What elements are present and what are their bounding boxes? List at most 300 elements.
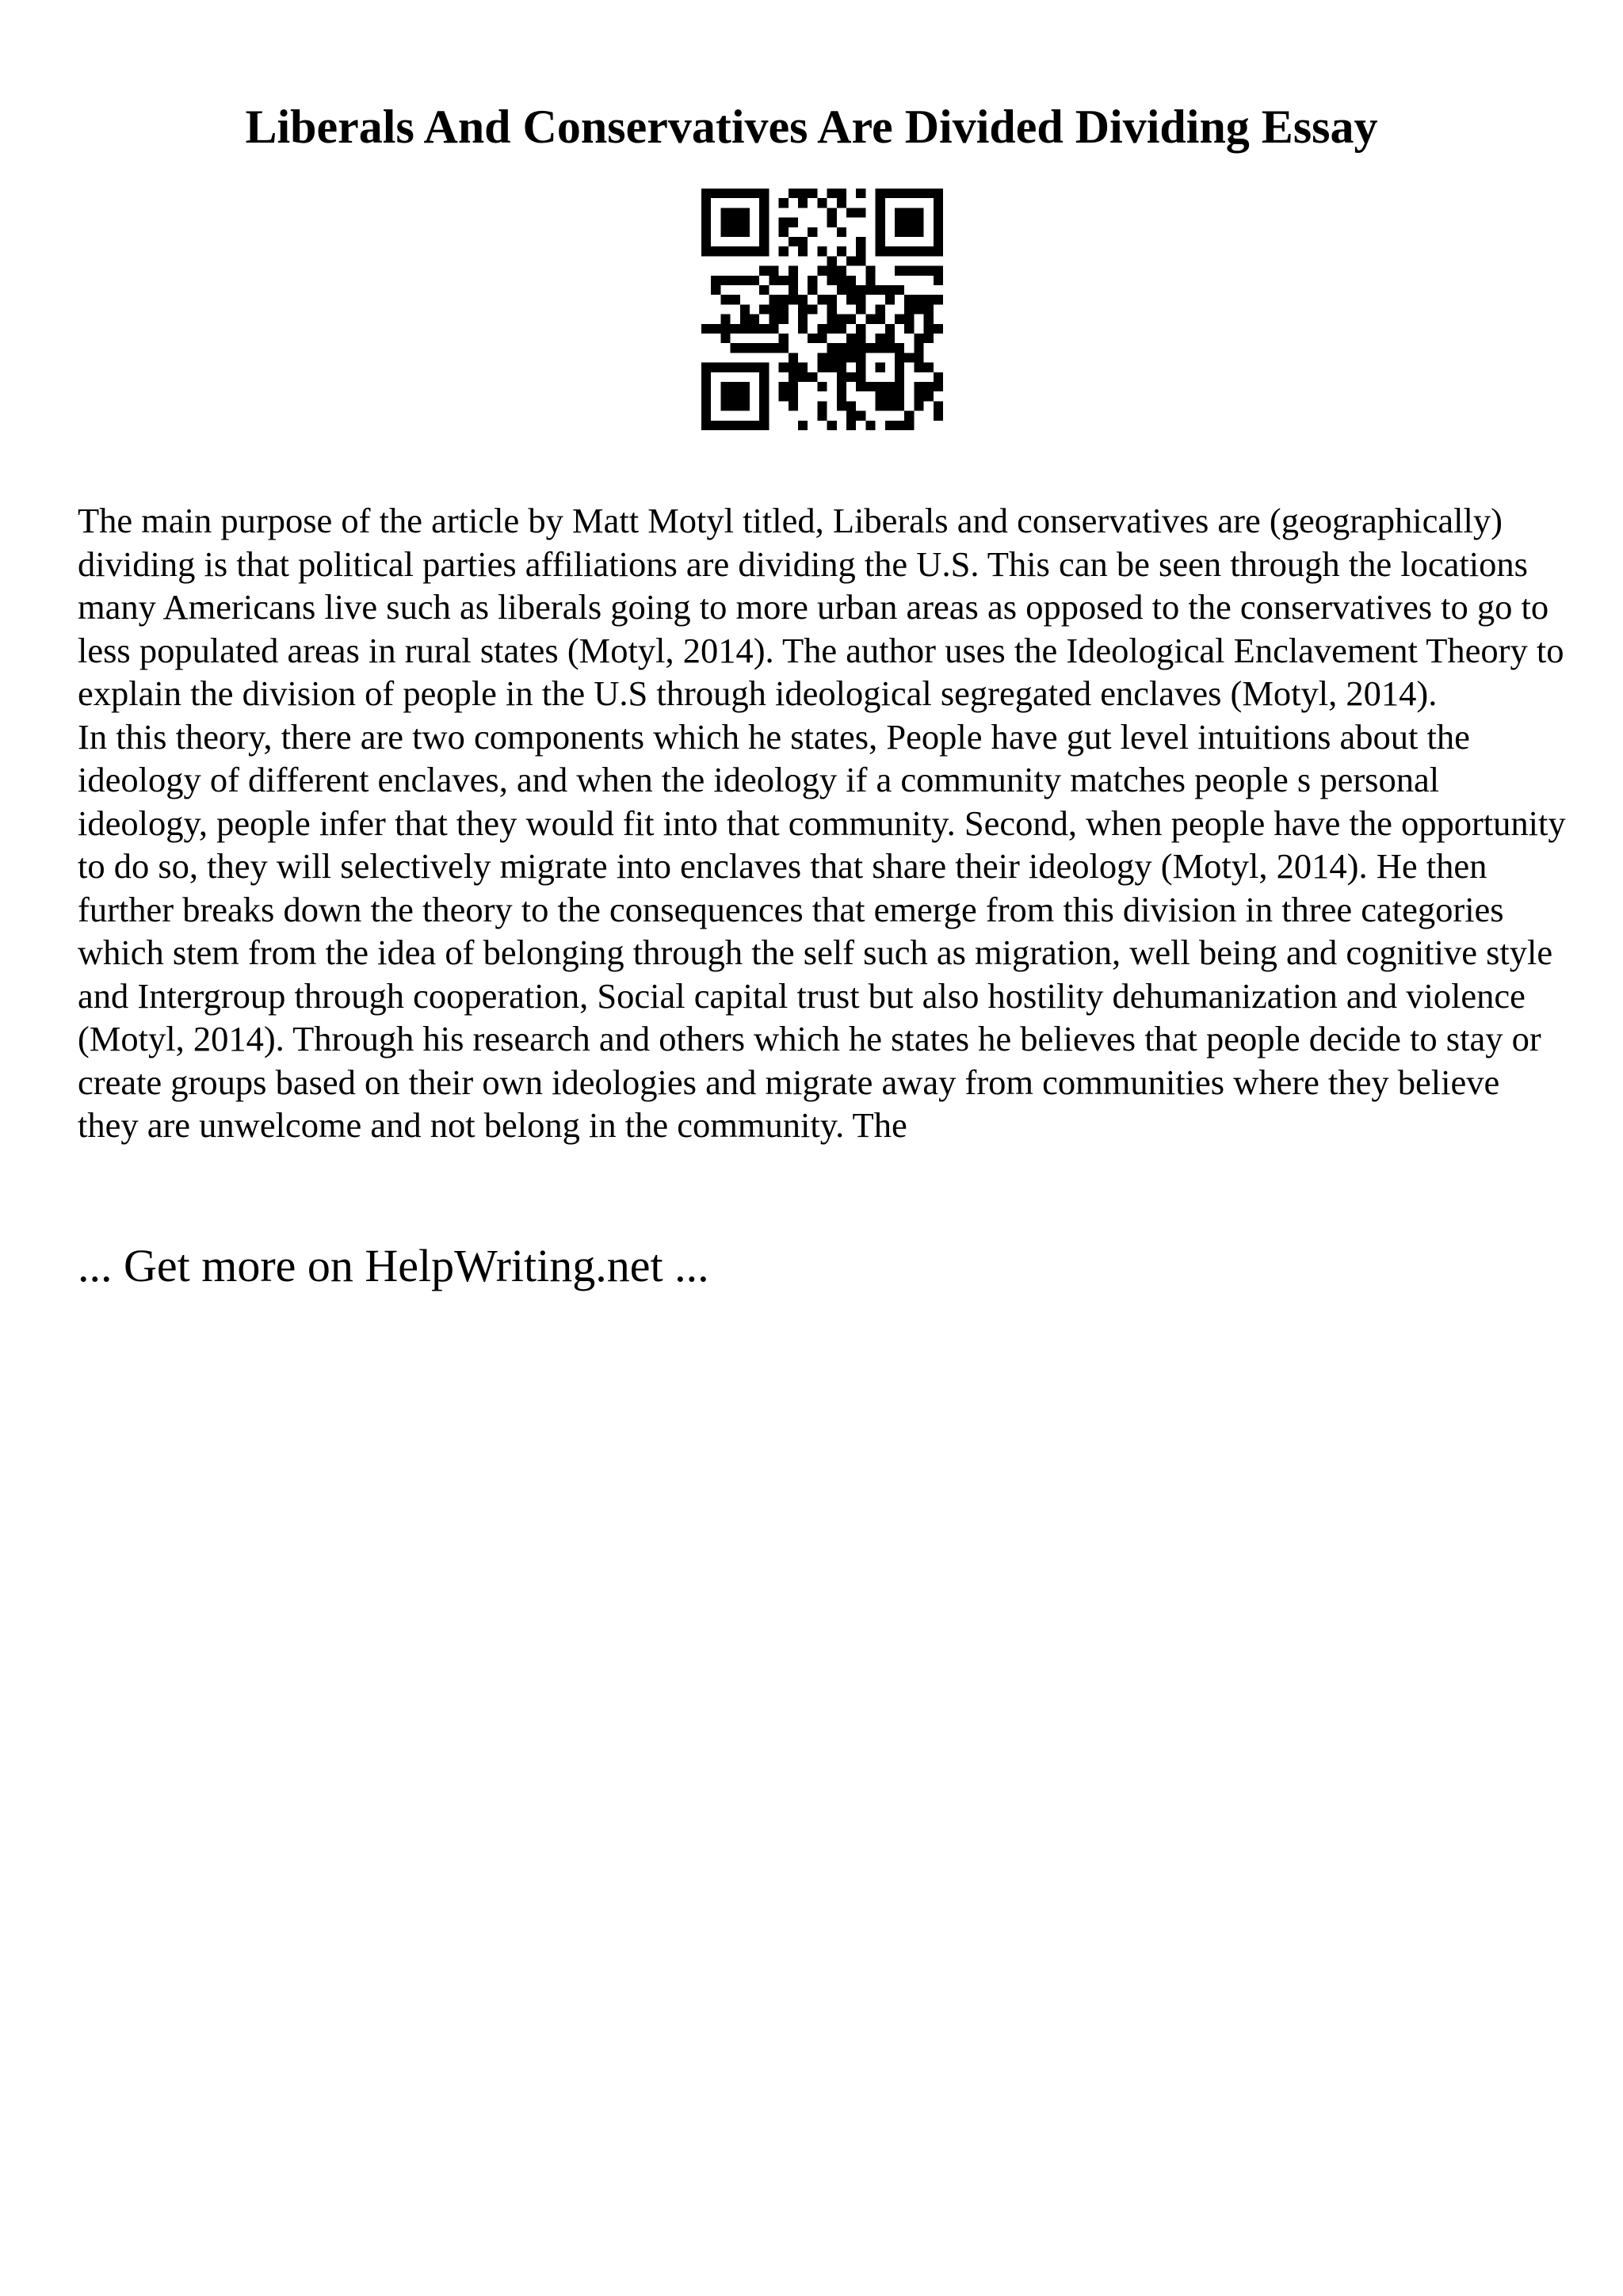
qr-module [720,276,730,285]
qr-module [711,324,720,334]
qr-module [837,401,846,410]
qr-module [750,363,759,372]
qr-module [885,391,895,401]
qr-module [837,372,846,382]
qr-module [904,295,914,304]
qr-module [789,266,798,276]
qr-module [740,363,750,372]
qr-module [904,304,914,314]
qr-module [914,295,923,304]
qr-module [740,189,750,198]
qr-module [934,411,943,421]
qr-module [759,411,769,421]
qr-module [720,208,730,217]
qr-module [759,237,769,246]
qr-module [808,372,817,382]
qr-module [789,295,798,304]
qr-module [837,353,846,362]
qr-module [846,411,856,421]
qr-module [740,382,750,391]
qr-module [846,295,856,304]
essay-paragraph-2: In this theory, there are two components which he states, People have gut level intuitions about the ideology of different enclaves, and when the ideology if a community matches people s personal ideology, people infer that they would fit into that community. Second, when people have the opportunity to do so, they will selectively migrate into enclaves that share their ideology (Motyl, 2014). He then further breaks down the theory to the consequences that emerge from this division in three categories which stem from the idea of belonging through the self such as migration, well being and cognitive style and Intergroup through cooperation, Social capital trust but also hostility dehumanization and violence (Motyl, 2014). Through his research and others which he states he believes that people decide to stay or create groups based on their own ideologies and migrate away from communities where they believe they are unwelcome and not belong in the community. The [78,716,1566,1145]
qr-module [827,256,837,265]
qr-module [924,189,934,198]
qr-module [837,198,846,208]
qr-module [827,353,837,362]
qr-module [924,315,934,324]
qr-module [750,421,759,430]
qr-module [731,276,740,285]
qr-module [731,208,740,217]
qr-module [876,246,885,256]
qr-module [827,266,837,276]
qr-module [769,304,778,314]
qr-module [846,372,856,382]
qr-module [731,363,740,372]
qr-module [769,324,778,334]
qr-module [808,334,817,343]
qr-module [876,343,885,353]
qr-module [789,218,798,227]
qr-module [740,324,750,334]
qr-module [904,218,914,227]
qr-module [759,208,769,217]
qr-module [895,372,904,382]
qr-module [731,401,740,410]
qr-module [808,304,817,314]
qr-module [827,421,837,430]
qr-module [798,363,808,372]
qr-module [904,208,914,217]
qr-module [837,227,846,237]
qr-module [885,401,895,410]
qr-module [759,304,769,314]
qr-module [856,256,865,265]
qr-module [846,285,856,295]
qr-module [895,285,904,295]
qr-module [817,401,827,410]
qr-module [895,343,904,353]
qr-module [798,189,808,198]
qr-module [934,276,943,285]
qr-module [759,285,769,295]
qr-module [711,363,720,372]
qr-module [856,363,865,372]
qr-module [817,295,827,304]
qr-module [789,237,798,246]
essay-paragraph-1: The main purpose of the article by Matt Motyl titled, Liberals and conservatives are (geographically) dividing is that political parties affiliations are dividing the U.S. This can be seen through the locations many Americans live such as liberals going to more urban areas as opposed to the conservatives to go to less populated areas in rural states (Motyl, 2014). The author uses the Ideological Enclavement Theory to explain the division of people in the U.S through ideological segregated enclaves (Motyl, 2014). [78,501,1564,713]
qr-module [876,237,885,246]
qr-module [827,276,837,285]
qr-module [711,285,720,295]
qr-module [924,246,934,256]
qr-module [846,334,856,343]
qr-module [846,353,856,362]
qr-module [837,285,846,295]
qr-module [750,276,759,285]
qr-module [924,382,934,391]
qr-module [731,391,740,401]
qr-module [720,401,730,410]
qr-module [808,285,817,295]
qr-module [759,363,769,372]
qr-module [837,324,846,334]
qr-module [934,246,943,256]
qr-module [711,246,720,256]
qr-module [750,315,759,324]
qr-module [856,208,865,217]
qr-module [885,421,895,430]
qr-module [759,343,769,353]
qr-module [711,189,720,198]
qr-module [904,315,914,324]
qr-module [837,189,846,198]
qr-module [904,421,914,430]
qr-module [789,285,798,295]
qr-module [817,411,827,421]
qr-module [934,198,943,208]
qr-module [720,295,730,304]
qr-module [827,315,837,324]
qr-module [769,276,778,285]
qr-module [865,421,875,430]
qr-module [837,315,846,324]
qr-module [769,266,778,276]
qr-module [759,372,769,382]
qr-module [740,208,750,217]
qr-module [720,391,730,401]
qr-module [885,324,895,334]
qr-module [885,189,895,198]
qr-module [856,304,865,314]
essay-body [78,499,1568,1147]
qr-module [759,421,769,430]
qr-module [914,246,923,256]
qr-module [934,382,943,391]
qr-module [895,189,904,198]
document-title: Liberals And Conservatives Are Divided Dividing Essay [245,101,1378,153]
qr-module [789,353,798,362]
qr-module [837,276,846,285]
qr-module [720,334,730,343]
qr-module [720,421,730,430]
qr-module [701,421,711,430]
qr-module [711,421,720,430]
qr-module [914,343,923,353]
qr-module [701,411,711,421]
qr-module [914,304,923,314]
qr-module [759,246,769,256]
qr-module [885,285,895,295]
qr-module [740,421,750,430]
qr-module [895,208,904,217]
qr-module [701,324,711,334]
qr-module [798,304,808,314]
qr-module [789,189,798,198]
qr-module [885,382,895,391]
qr-module [779,334,789,343]
qr-module [827,218,837,227]
qr-module [759,401,769,410]
qr-module [856,189,865,198]
qr-module [817,246,827,256]
qr-module [876,218,885,227]
qr-module [798,198,808,208]
qr-module [701,208,711,217]
qr-module [904,411,914,421]
qr-module [914,266,923,276]
qr-module [827,343,837,353]
qr-module [740,401,750,410]
qr-module [731,189,740,198]
qr-module [856,295,865,304]
qr-module [740,227,750,237]
qr-module [750,189,759,198]
qr-module [895,363,904,372]
qr-module [895,421,904,430]
qr-module [934,227,943,237]
qr-module [817,382,827,391]
qr-module [934,372,943,382]
qr-module [701,391,711,401]
qr-module [914,227,923,237]
qr-module [720,382,730,391]
qr-module [924,304,934,314]
qr-module [837,343,846,353]
qr-module [904,266,914,276]
qr-module [846,256,856,265]
qr-module [740,246,750,256]
qr-module [750,246,759,256]
qr-module [827,363,837,372]
qr-module [827,304,837,314]
qr-module [740,315,750,324]
qr-module [934,295,943,304]
qr-module [769,343,778,353]
qr-module [865,382,875,391]
qr-module [798,324,808,334]
qr-module [759,189,769,198]
qr-module [876,304,885,314]
qr-module [895,353,904,362]
qr-module [731,324,740,334]
qr-module [701,189,711,198]
qr-module [769,295,778,304]
qr-module [779,391,789,401]
qr-module [914,401,923,410]
qr-module [876,401,885,410]
qr-module [934,189,943,198]
qr-module [779,227,789,237]
qr-module [934,324,943,334]
qr-module [808,276,817,285]
qr-module [837,246,846,256]
qr-module [914,208,923,217]
qr-module [817,324,827,334]
qr-module [817,198,827,208]
qr-module [865,285,875,295]
qr-module [914,382,923,391]
qr-module [914,363,923,372]
qr-module [856,353,865,362]
qr-module [895,391,904,401]
qr-module [740,304,750,314]
qr-module [701,237,711,246]
qr-module [924,295,934,304]
qr-module [759,227,769,237]
qr-module [885,334,895,343]
qr-module [934,401,943,410]
qr-module [837,363,846,372]
qr-module [895,266,904,276]
qr-module [701,401,711,410]
qr-module [759,266,769,276]
qr-module [759,382,769,391]
qr-module [827,324,837,334]
qr-module [789,391,798,401]
qr-module [837,391,846,401]
qr-module [779,218,789,227]
qr-module [856,411,865,421]
qr-module [720,227,730,237]
qr-code-graphic [701,189,943,430]
qr-module [817,353,827,362]
qr-module [934,208,943,217]
qr-module [798,237,808,246]
qr-module [856,334,865,343]
qr-module [701,227,711,237]
qr-module [817,266,827,276]
qr-module [750,343,759,353]
qr-module [701,246,711,256]
qr-module [865,266,875,276]
get-more-link[interactable]: ... Get more on HelpWriting.net ... [78,1240,709,1291]
qr-module [789,382,798,391]
qr-code-icon[interactable] [701,189,943,430]
qr-module [865,343,875,353]
qr-module [789,401,798,410]
qr-module [846,208,856,217]
qr-module [876,382,885,391]
qr-module [779,363,789,372]
qr-module [759,391,769,401]
qr-module [720,363,730,372]
qr-module [876,227,885,237]
qr-module [779,315,789,324]
qr-module [856,285,865,295]
qr-module [817,363,827,372]
qr-module [895,382,904,391]
qr-module [846,315,856,324]
qr-module [720,189,730,198]
qr-module [914,189,923,198]
qr-module [924,266,934,276]
qr-module [876,198,885,208]
qr-module [827,295,837,304]
qr-module [924,391,934,401]
qr-module [759,198,769,208]
qr-module [731,382,740,391]
qr-module [711,276,720,285]
qr-module [731,246,740,256]
qr-module [789,276,798,285]
qr-module [856,343,865,353]
qr-module [837,382,846,391]
qr-module [759,324,769,334]
qr-module [779,382,789,391]
qr-module [779,343,789,353]
qr-module [934,218,943,227]
qr-module [789,372,798,382]
qr-module [808,189,817,198]
qr-module [740,343,750,353]
qr-module [876,315,885,324]
qr-module [934,266,943,276]
qr-module [856,246,865,256]
qr-module [827,189,837,198]
qr-module [934,237,943,246]
qr-module [779,198,789,208]
qr-module [876,285,885,295]
qr-module [808,227,817,237]
qr-module [924,324,934,334]
qr-module [865,315,875,324]
qr-module [701,382,711,391]
qr-module [740,276,750,285]
qr-module [895,315,904,324]
qr-module [895,218,904,227]
qr-module [817,334,827,343]
qr-module [701,372,711,382]
qr-module [769,315,778,324]
qr-module [924,363,934,372]
qr-module [731,227,740,237]
qr-module [846,276,856,285]
qr-module [885,295,895,304]
qr-module [865,276,875,285]
qr-module [779,295,789,304]
qr-module [895,227,904,237]
qr-module [876,189,885,198]
qr-module [904,189,914,198]
qr-module [731,295,740,304]
qr-module [846,401,856,410]
qr-module [731,343,740,353]
qr-module [856,372,865,382]
qr-module [701,218,711,227]
qr-module [740,218,750,227]
qr-module [914,353,923,362]
qr-module [885,343,895,353]
qr-module [798,315,808,324]
qr-module [856,324,865,334]
qr-module [904,246,914,256]
qr-module [798,295,808,304]
qr-module [731,218,740,227]
qr-module [701,363,711,372]
qr-module [876,334,885,343]
qr-module [798,246,808,256]
qr-module [914,218,923,227]
qr-module [798,372,808,382]
qr-module [876,363,885,372]
qr-module [914,334,923,343]
qr-module [876,208,885,217]
qr-module [914,391,923,401]
qr-module [740,391,750,401]
qr-module [876,391,885,401]
qr-module [924,334,934,343]
